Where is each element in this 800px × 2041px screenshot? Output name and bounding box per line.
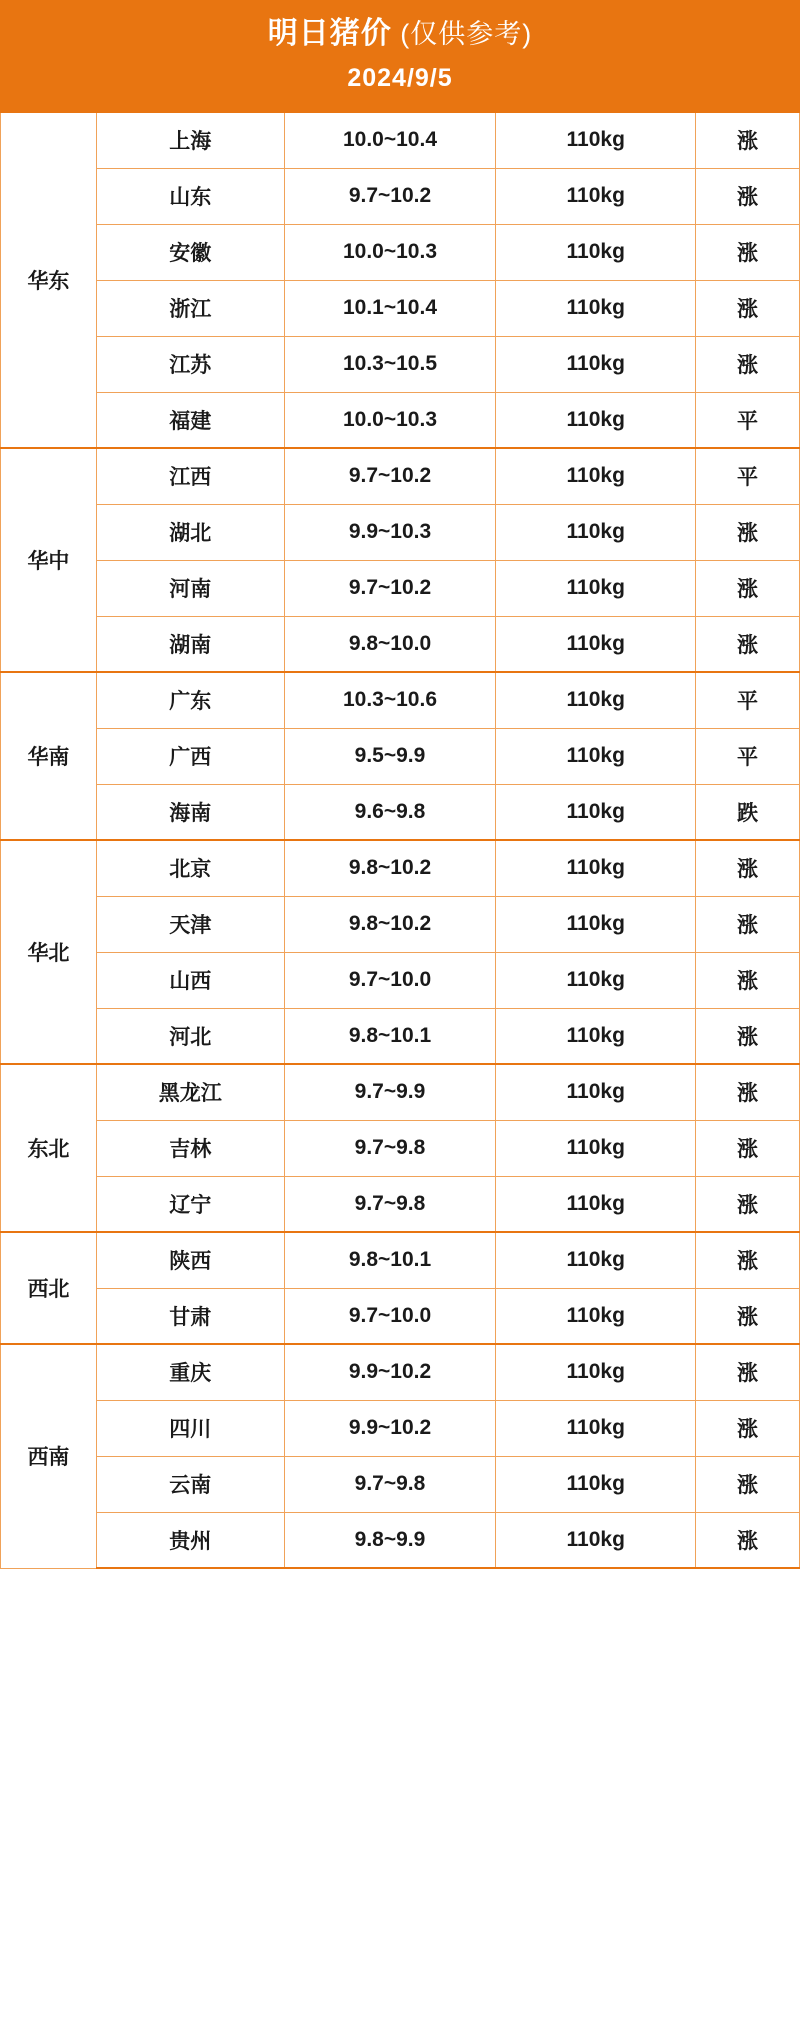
- province-cell: 河南: [96, 560, 284, 616]
- price-cell: 9.7~9.8: [284, 1176, 496, 1232]
- price-cell: 9.7~10.0: [284, 952, 496, 1008]
- trend-cell: 涨: [696, 336, 800, 392]
- table-row: [1, 112, 800, 168]
- trend-cell: 平: [696, 728, 800, 784]
- price-cell: 9.8~10.0: [284, 616, 496, 672]
- price-cell: 10.0~10.3: [284, 392, 496, 448]
- price-cell: 9.6~9.8: [284, 784, 496, 840]
- table-row: [1, 448, 800, 504]
- weight-cell: 110kg: [496, 560, 696, 616]
- trend-cell: 跌: [696, 784, 800, 840]
- region-cell: 华中: [1, 448, 97, 672]
- table-row: [1, 952, 800, 1008]
- price-cell: 10.3~10.5: [284, 336, 496, 392]
- province-cell: 北京: [96, 840, 284, 896]
- weight-cell: 110kg: [496, 336, 696, 392]
- province-cell: 山东: [96, 168, 284, 224]
- table-row: [1, 1120, 800, 1176]
- card-header: [0, 0, 800, 111]
- price-cell: 9.9~10.2: [284, 1400, 496, 1456]
- weight-cell: 110kg: [496, 504, 696, 560]
- table-row: [1, 1008, 800, 1064]
- price-cell: 9.8~10.1: [284, 1232, 496, 1288]
- table-row: [1, 728, 800, 784]
- region-cell: 西北: [1, 1232, 97, 1344]
- weight-cell: 110kg: [496, 672, 696, 728]
- province-cell: 福建: [96, 392, 284, 448]
- trend-cell: 涨: [696, 1288, 800, 1344]
- price-cell: 10.0~10.3: [284, 224, 496, 280]
- trend-cell: 涨: [696, 1120, 800, 1176]
- trend-cell: 涨: [696, 168, 800, 224]
- price-cell: 9.8~10.2: [284, 896, 496, 952]
- province-cell: 江西: [96, 448, 284, 504]
- trend-cell: 涨: [696, 896, 800, 952]
- table-row: [1, 840, 800, 896]
- province-cell: 安徽: [96, 224, 284, 280]
- table-row: [1, 784, 800, 840]
- table-row: [1, 280, 800, 336]
- table-row: [1, 560, 800, 616]
- trend-cell: 涨: [696, 560, 800, 616]
- price-cell: 9.8~10.2: [284, 840, 496, 896]
- table-row: [1, 336, 800, 392]
- province-cell: 上海: [96, 112, 284, 168]
- trend-cell: 涨: [696, 1064, 800, 1120]
- province-cell: 广东: [96, 672, 284, 728]
- price-cell: 10.3~10.6: [284, 672, 496, 728]
- province-cell: 山西: [96, 952, 284, 1008]
- weight-cell: 110kg: [496, 1064, 696, 1120]
- price-cell: 9.7~10.0: [284, 1288, 496, 1344]
- weight-cell: 110kg: [496, 112, 696, 168]
- weight-cell: 110kg: [496, 840, 696, 896]
- weight-cell: 110kg: [496, 1008, 696, 1064]
- province-cell: 云南: [96, 1456, 284, 1512]
- table-row: [1, 672, 800, 728]
- province-cell: 河北: [96, 1008, 284, 1064]
- trend-cell: 涨: [696, 1512, 800, 1568]
- province-cell: 天津: [96, 896, 284, 952]
- trend-cell: 涨: [696, 1008, 800, 1064]
- region-cell: 西南: [1, 1344, 97, 1568]
- table-row: [1, 1232, 800, 1288]
- trend-cell: 涨: [696, 112, 800, 168]
- table-row: [1, 392, 800, 448]
- province-cell: 黑龙江: [96, 1064, 284, 1120]
- province-cell: 四川: [96, 1400, 284, 1456]
- province-cell: 重庆: [96, 1344, 284, 1400]
- table-row: [1, 896, 800, 952]
- price-cell: 9.7~9.8: [284, 1120, 496, 1176]
- table-row: [1, 1288, 800, 1344]
- province-cell: 广西: [96, 728, 284, 784]
- trend-cell: 涨: [696, 1400, 800, 1456]
- province-cell: 海南: [96, 784, 284, 840]
- trend-cell: 平: [696, 672, 800, 728]
- trend-cell: 涨: [696, 1344, 800, 1400]
- province-cell: 湖北: [96, 504, 284, 560]
- weight-cell: 110kg: [496, 728, 696, 784]
- weight-cell: 110kg: [496, 784, 696, 840]
- table-row: [1, 224, 800, 280]
- weight-cell: 110kg: [496, 1176, 696, 1232]
- table-row: [1, 1512, 800, 1568]
- page-title-note: (仅供参考): [391, 19, 533, 49]
- bottom-spacer: [0, 1569, 800, 1575]
- province-cell: 吉林: [96, 1120, 284, 1176]
- region-cell: 华东: [1, 112, 97, 448]
- table-row: [1, 1176, 800, 1232]
- price-cell: 9.5~9.9: [284, 728, 496, 784]
- province-cell: 陕西: [96, 1232, 284, 1288]
- weight-cell: 110kg: [496, 392, 696, 448]
- province-cell: 浙江: [96, 280, 284, 336]
- weight-cell: 110kg: [496, 280, 696, 336]
- trend-cell: 涨: [696, 952, 800, 1008]
- table-row: [1, 1400, 800, 1456]
- table-row: [1, 1344, 800, 1400]
- price-table: [0, 111, 800, 1569]
- weight-cell: 110kg: [496, 168, 696, 224]
- table-row: [1, 1456, 800, 1512]
- price-cell: 9.7~9.8: [284, 1456, 496, 1512]
- weight-cell: 110kg: [496, 1512, 696, 1568]
- table-row: [1, 168, 800, 224]
- trend-cell: 涨: [696, 840, 800, 896]
- trend-cell: 涨: [696, 616, 800, 672]
- weight-cell: 110kg: [496, 616, 696, 672]
- province-cell: 辽宁: [96, 1176, 284, 1232]
- weight-cell: 110kg: [496, 1232, 696, 1288]
- weight-cell: 110kg: [496, 1288, 696, 1344]
- weight-cell: 110kg: [496, 952, 696, 1008]
- price-cell: 9.7~9.9: [284, 1064, 496, 1120]
- weight-cell: 110kg: [496, 896, 696, 952]
- weight-cell: 110kg: [496, 1120, 696, 1176]
- report-date: 2024/9/5: [347, 64, 453, 92]
- province-cell: 江苏: [96, 336, 284, 392]
- trend-cell: 涨: [696, 1456, 800, 1512]
- trend-cell: 平: [696, 448, 800, 504]
- trend-cell: 涨: [696, 504, 800, 560]
- region-cell: 华南: [1, 672, 97, 840]
- page-title: [0, 0, 800, 64]
- trend-cell: 涨: [696, 224, 800, 280]
- table-row: [1, 504, 800, 560]
- price-cell: 9.9~10.3: [284, 504, 496, 560]
- price-cell: 9.7~10.2: [284, 560, 496, 616]
- province-cell: 甘肃: [96, 1288, 284, 1344]
- table-row: [1, 616, 800, 672]
- price-cell: 10.1~10.4: [284, 280, 496, 336]
- price-cell: 9.9~10.2: [284, 1344, 496, 1400]
- trend-cell: 涨: [696, 1232, 800, 1288]
- price-cell: 9.7~10.2: [284, 168, 496, 224]
- weight-cell: 110kg: [496, 1456, 696, 1512]
- province-cell: 湖南: [96, 616, 284, 672]
- page-title-main: 明日猪价: [267, 17, 392, 50]
- trend-cell: 平: [696, 392, 800, 448]
- price-cell: 9.8~9.9: [284, 1512, 496, 1568]
- weight-cell: 110kg: [496, 224, 696, 280]
- region-cell: 东北: [1, 1064, 97, 1232]
- price-cell: 9.8~10.1: [284, 1008, 496, 1064]
- table-row: [1, 1064, 800, 1120]
- province-cell: 贵州: [96, 1512, 284, 1568]
- trend-cell: 涨: [696, 280, 800, 336]
- price-cell: 9.7~10.2: [284, 448, 496, 504]
- weight-cell: 110kg: [496, 1400, 696, 1456]
- weight-cell: 110kg: [496, 1344, 696, 1400]
- price-cell: 10.0~10.4: [284, 112, 496, 168]
- weight-cell: 110kg: [496, 448, 696, 504]
- region-cell: 华北: [1, 840, 97, 1064]
- trend-cell: 涨: [696, 1176, 800, 1232]
